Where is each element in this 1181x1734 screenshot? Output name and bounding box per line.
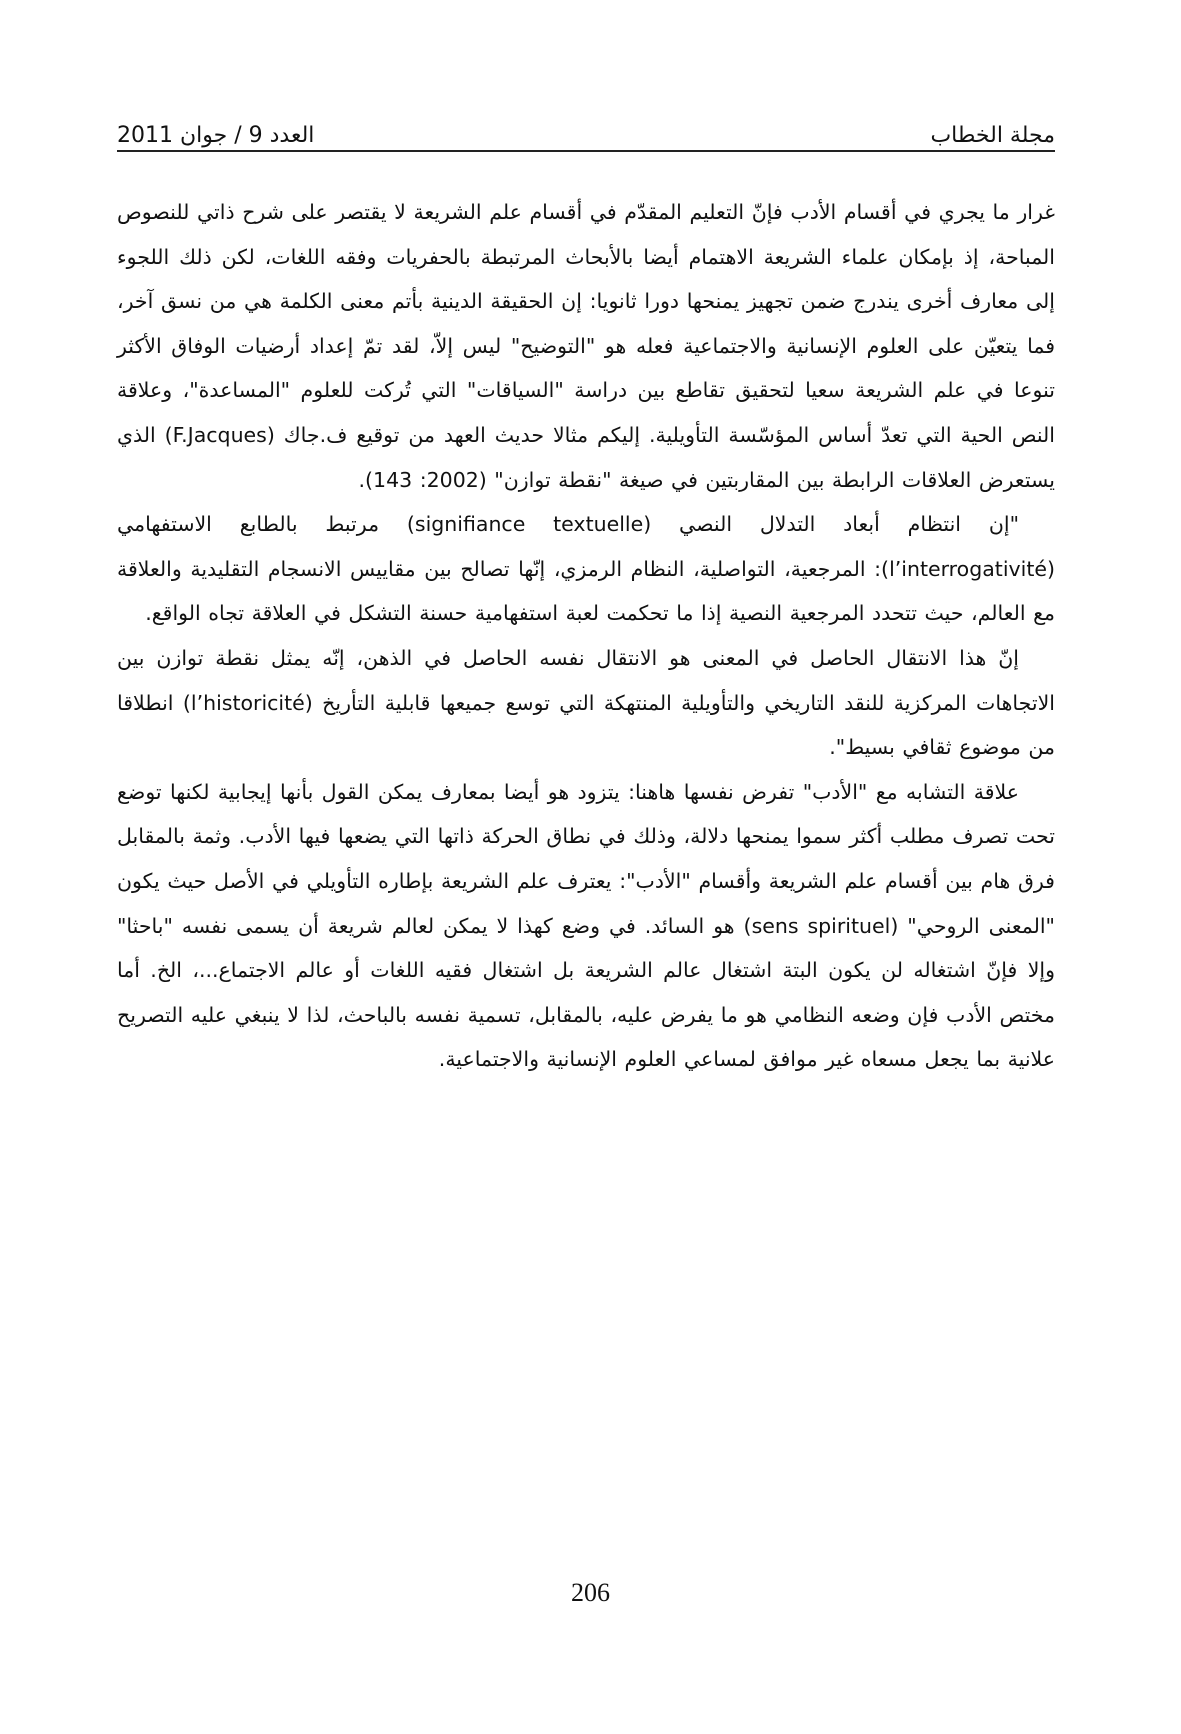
running-header bbox=[117, 108, 1055, 148]
issue-label: العدد 9 / جوان 2011 bbox=[117, 123, 315, 148]
paragraph: إنّ هذا الانتقال الحاصل في المعنى هو الانتقال نفسه الحاصل في الذهن، إنّه يمثل نقطة توازن بين الاتجاهات المركزية للنقد التاريخي والتأويلية المنتهكة التي توسع جميعها قابلية التأريخ (l’historicité) انطلاقا من موضوع ثقافي بسيط". bbox=[117, 645, 1055, 760]
article-body bbox=[117, 190, 1055, 1082]
journal-title: مجلة الخطاب bbox=[930, 123, 1055, 148]
header-divider bbox=[117, 150, 1055, 152]
paragraph: علاقة التشابه مع "الأدب" تفرض نفسها هاهنا: يتزود هو أيضا بمعارف يمكن القول بأنها إيجابية لكنها توضع تحت تصرف مطلب أكثر سموا يمنحها دلالة، وذلك في نطاق الحركة ذاتها التي يضعها فيها الأدب. وثمة بالمقابل فرق هام بين أقسام علم الشريعة وأقسام "الأدب": يعترف علم الشريعة بإطاره التأويلي في الأصل حيث يكون "المعنى الروحي" (sens spirituel) هو السائد. في وضع كهذا لا يمكن لعالم شريعة أن يسمى نفسه "باحثا" وإلا فإنّ اشتغاله لن يكون البتة اشتغال عالم الشريعة بل اشتغال فقيه اللغات أو عالم الاجتماع...، الخ. أما مختص الأدب فإن وضعه النظامي هو ما يفرض عليه، بالمقابل، تسمية نفسه بالباحث، لذا لا ينبغي عليه التصريح علانية بما يجعل مسعاه غير موافق لمساعي العلوم الإنسانية والاجتماعية. bbox=[117, 779, 1055, 1072]
quote-paragraph: "إن انتظام أبعاد التدلال النصي (signifiance textuelle) مرتبط بالطابع الاستفهامي (l’interrogativité): المرجعية، التواصلية، النظام الرمزي، إنّها تصالح بين مقاييس الانسجام التقليدية والعلاقة مع العالم، حيث تتحدد المرجعية النصية إذا ما تحكمت لعبة استفهامية حسنة التشكل في العلاقة تجاه الواقع. bbox=[117, 512, 1055, 626]
page-number: 206 bbox=[571, 1578, 610, 1607]
paragraph-continued: غرار ما يجري في أقسام الأدب فإنّ التعليم المقدّم في أقسام علم الشريعة لا يقتصر على شرح ذاتي للنصوص المباحة، إذ بإمكان علماء الشريعة الاهتمام أيضا بالأبحاث المرتبطة بالحفريات وفقه اللغات، لكن ذلك اللجوء إلى معارف أخرى يندرج ضمن تجهيز يمنحها دورا ثانويا: إن الحقيقة الدينية بأتم معنى الكلمة هي من نسق آخر، فما يتعيّن على العلوم الإنسانية والاجتماعية فعله هو "التوضيح" ليس إلاّ، لقد تمّ إعداد أرضيات الوفاق الأكثر تنوعا في علم الشريعة سعيا لتحقيق تقاطع بين دراسة "السياقات" التي تُركت للعلوم "المساعدة"، وعلاقة النص الحية التي تعدّ أساس المؤسّسة التأويلية. إليكم مثالا حديث العهد من توقيع ف.جاك (F.Jacques) الذي يستعرض العلاقات الرابطة بين المقاربتين في صيغة "نقطة توازن" (2002: 143). bbox=[117, 200, 1055, 492]
